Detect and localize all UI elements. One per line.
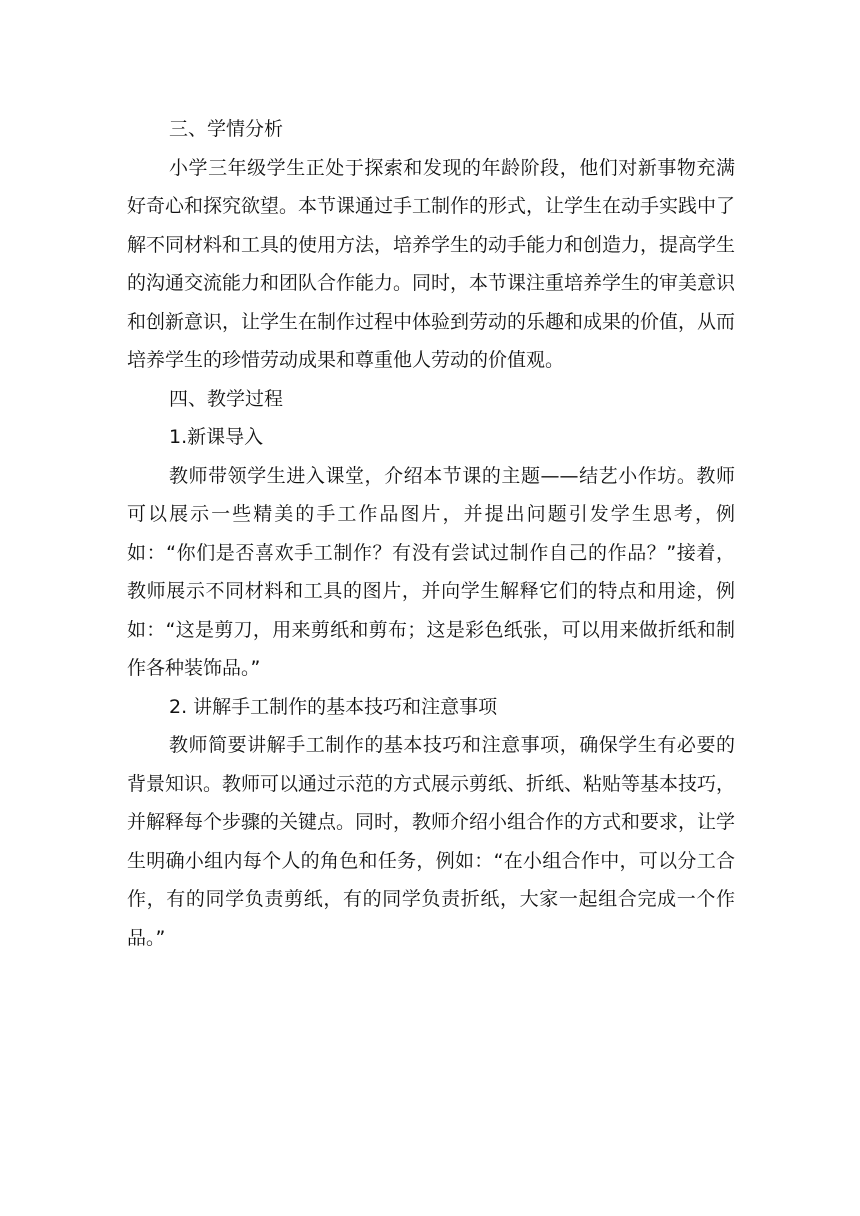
subheading-new-lesson-intro: 1.新课导入 [169, 426, 264, 448]
document-content [127, 110, 735, 957]
paragraph-new-lesson-intro: 教师带领学生进入课堂，介绍本节课的主题——结艺小作坊。教师可以展示一些精美的手工作品图片，并提出问题引发学生思考，例如：“你们是否喜欢手工制作？有没有尝试过制作自己的作品？”接着，教师展示不同材料和工具的图片，并向学生解释它们的特点和用途，例如：“这是剪刀，用来剪纸和剪布；这是彩色纸张，可以用来做折纸和制作各种装饰品。” [127, 464, 735, 679]
section-heading-teaching-process: 四、教学过程 [169, 387, 284, 410]
subheading-basic-skills: 2. 讲解手工制作的基本技巧和注意事项 [169, 695, 498, 718]
paragraph-learning-analysis: 小学三年级学生正处于探索和发现的年龄阶段，他们对新事物充满好奇心和探究欲望。本节课通过手工制作的形式，让学生在动手实践中了解不同材料和工具的使用方法，培养学生的动手能力和创造力，提高学生的沟通交流能力和团队合作能力。同时，本节课注重培养学生的审美意识和创新意识，让学生在制作过程中体验到劳动的乐趣和成果的价值，从而培养学生的珍惜劳动成果和尊重他人劳动的价值观。 [127, 156, 736, 371]
section-heading-learning-analysis: 三、学情分析 [169, 118, 284, 140]
paragraph-basic-skills: 教师简要讲解手工制作的基本技巧和注意事项，确保学生有必要的背景知识。教师可以通过示范的方式展示剪纸、折纸、粘贴等基本技巧，并解释每个步骤的关键点。同时，教师介绍小组合作的方式和要求，让学生明确小组内每个人的角色和任务，例如：“在小组合作中，可以分工合作，有的同学负责剪纸，有的同学负责折纸，大家一起组合完成一个作品。” [127, 734, 736, 949]
